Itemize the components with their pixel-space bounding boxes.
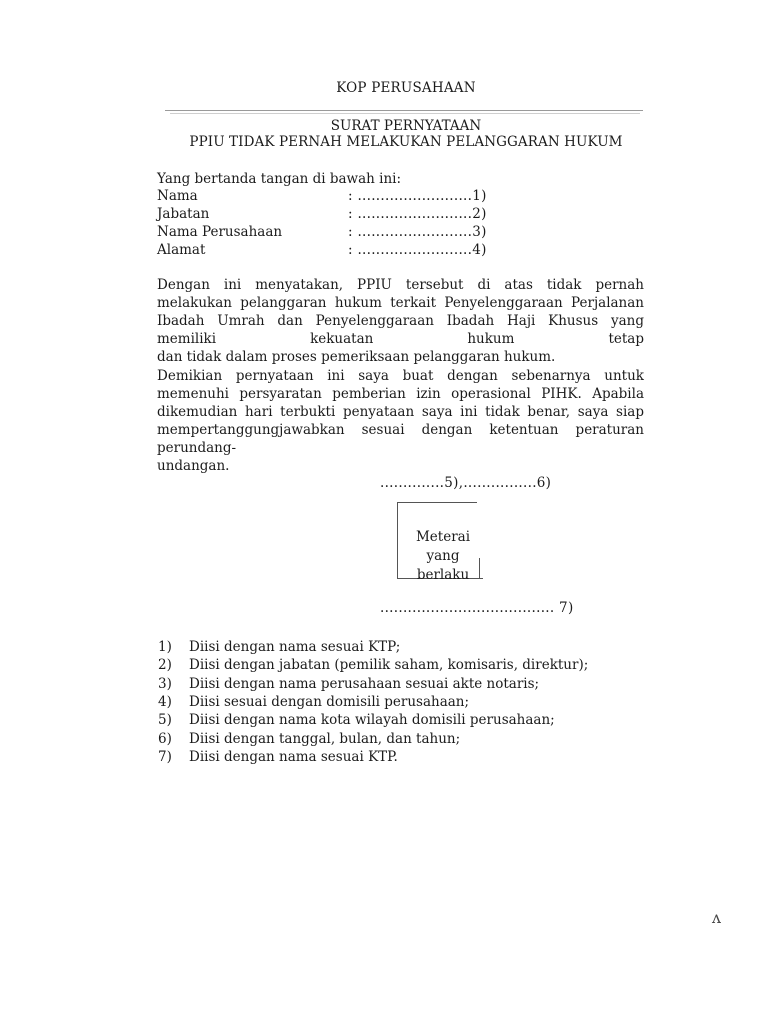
- stamp-label: [398, 528, 488, 585]
- note-number: 1): [158, 639, 172, 655]
- note-text: Diisi dengan tanggal, bulan, dan tahun;: [189, 731, 461, 747]
- note-text: Diisi dengan nama sesuai KTP;: [189, 639, 401, 655]
- stamp-label-line2: berlaku: [416, 567, 470, 583]
- page-mark: ʌ: [712, 908, 722, 927]
- field-label-nama-perusahaan: Nama Perusahaan: [157, 224, 283, 240]
- place-date-line: ..............5),................6): [380, 475, 552, 491]
- letterhead-placeholder: KOP PERUSAHAAN: [336, 80, 476, 96]
- field-value-nama-perusahaan: : .........................3): [348, 224, 487, 240]
- header-divider-secondary: [170, 113, 640, 114]
- field-value-nama: : .........................1): [348, 188, 487, 204]
- note-text: Diisi dengan jabatan (pemilik saham, komisaris, direktur);: [189, 657, 589, 673]
- statement-paragraph-last-line: dan tidak dalam proses pemeriksaan pelanggaran hukum.: [157, 349, 556, 365]
- field-value-alamat: : .........................4): [348, 242, 487, 258]
- header-divider: [165, 110, 643, 111]
- field-value-jabatan: : .........................2): [348, 206, 487, 222]
- note-number: 5): [158, 712, 172, 728]
- statement-paragraph-body: Dengan ini menyatakan, PPIU tersebut di atas tidak pernah melakukan pelanggaran hukum terkait Penyelenggaraan Perjalanan Ibadah Umrah dan Penyelenggaraan Ibadah Haji Khusus yang memiliki kekuatan hukum tetap: [157, 277, 644, 347]
- document-title: SURAT PERNYATAAN: [330, 118, 482, 134]
- note-text: Diisi dengan nama kota wilayah domisili perusahaan;: [189, 712, 555, 728]
- note-number: 3): [158, 676, 172, 692]
- field-label-alamat: Alamat: [157, 242, 206, 258]
- statement-paragraph: [157, 276, 644, 366]
- note-text: Diisi sesuai dengan domisili perusahaan;: [189, 694, 470, 710]
- signature-line: ...................................... 7): [380, 600, 574, 616]
- closing-paragraph-last-line: undangan.: [157, 458, 230, 474]
- closing-paragraph-body: Demikian pernyataan ini saya buat dengan sebenarnya untuk memenuhi persyaratan pemberian izin operasional PIHK. Apabila dikemudian hari terbukti penyataan saya ini tidak benar, saya siap mempertanggungjawabkan sesuai dengan ketentuan peraturan perundang-: [157, 368, 644, 456]
- note-number: 4): [158, 694, 172, 710]
- field-label-nama: Nama: [157, 188, 198, 204]
- note-text: Diisi dengan nama perusahaan sesuai akte notaris;: [189, 676, 540, 692]
- document-subtitle: PPIU TIDAK PERNAH MELAKUKAN PELANGGARAN HUKUM: [189, 134, 623, 150]
- closing-paragraph: [157, 367, 644, 475]
- note-number: 7): [158, 749, 172, 765]
- stamp-label-line1: Meterai yang: [415, 529, 471, 564]
- note-number: 2): [158, 657, 172, 673]
- field-label-jabatan: Jabatan: [157, 206, 210, 222]
- note-text: Diisi dengan nama sesuai KTP.: [189, 749, 398, 765]
- intro-text: Yang bertanda tangan di bawah ini:: [157, 171, 402, 187]
- note-number: 6): [158, 731, 172, 747]
- stamp-border-top: [397, 502, 477, 503]
